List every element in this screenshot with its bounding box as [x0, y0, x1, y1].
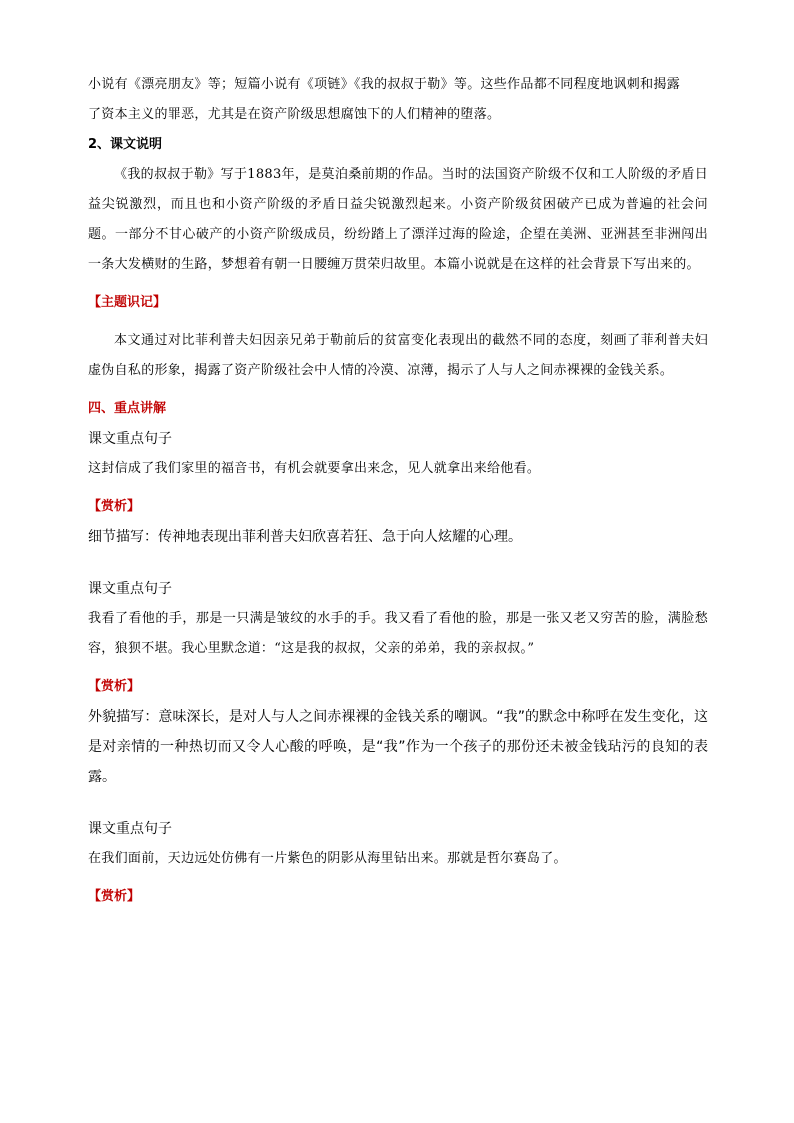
- intro-paragraph-line-2: 了资本主义的罪恶，尤其是在资产阶级思想腐蚀下的人们精神的堕落。: [88, 107, 501, 122]
- analysis-label: 【赏析】: [88, 499, 141, 514]
- analysis-label: 【赏析】: [88, 679, 141, 694]
- analysis-text: 外貌描写：意味深长，是对人与人之间赤裸裸的金钱关系的嘲讽。“我”的默念中称呼在发生变化，这是对亲情的一种热切而又令人心酸的呼唤，是“我”作为一个孩子的那份还未被金钱玷污的良知的表露。: [88, 709, 708, 785]
- analysis-label: 【赏析】: [88, 889, 141, 904]
- key-sentence-title: 课文重点句子: [88, 581, 172, 597]
- analysis-text: 细节描写：传神地表现出菲利普夫妇欣喜若狂、急于向人炫耀的心理。: [88, 529, 522, 545]
- section-4-heading: 四、重点讲解: [88, 401, 167, 416]
- key-sentence-title: 课文重点句子: [88, 431, 172, 447]
- section-2-heading: 2、课文说明: [88, 137, 163, 152]
- key-sentence: 在我们面前，天边远处仿佛有一片紫色的阴影从海里钻出来。那就是哲尔赛岛了。: [88, 851, 567, 866]
- section-2-body: 《我的叔叔于勒》写于1883年，是莫泊桑前期的作品。当时的法国资产阶级不仅和工人阶级的矛盾日益尖锐激烈，而且也和小资产阶级的矛盾日益尖锐激烈起来。小资产阶级贫困破产已成为普遍的社会问题。一部分不甘心破产的小资产阶级成员，纷纷踏上了漂洋过海的险途，企望在美洲、亚洲甚至非洲闯出一条大发横财的生路，梦想着有朝一日腰缠万贯荣归故里。本篇小说就是在这样的社会背景下写出来的。: [88, 167, 708, 272]
- key-sentence-title: 课文重点句子: [88, 821, 172, 837]
- key-sentence: 我看了看他的手，那是一只满是皱纹的水手的手。我又看了看他的脸，那是一张又老又穷苦的脸，满脸愁容，狼狈不堪。我心里默念道：“这是我的叔叔，父亲的弟弟，我的亲叔叔。”: [88, 611, 708, 656]
- theme-body: 本文通过对比菲利普夫妇因亲兄弟于勒前后的贫富变化表现出的截然不同的态度，刻画了菲利普夫妇虚伪自私的形象，揭露了资产阶级社会中人情的冷漠、凉薄，揭示了人与人之间赤裸裸的金钱关系。: [88, 333, 708, 378]
- document-page: [88, 70, 708, 912]
- theme-label: 【主题识记】: [88, 295, 167, 310]
- key-sentence: 这封信成了我们家里的福音书，有机会就要拿出来念，见人就拿出来给他看。: [88, 461, 541, 476]
- intro-paragraph-line-1: 小说有《漂亮朋友》等；短篇小说有《项链》《我的叔叔于勒》等。这些作品都不同程度地讽刺和揭露: [88, 77, 681, 92]
